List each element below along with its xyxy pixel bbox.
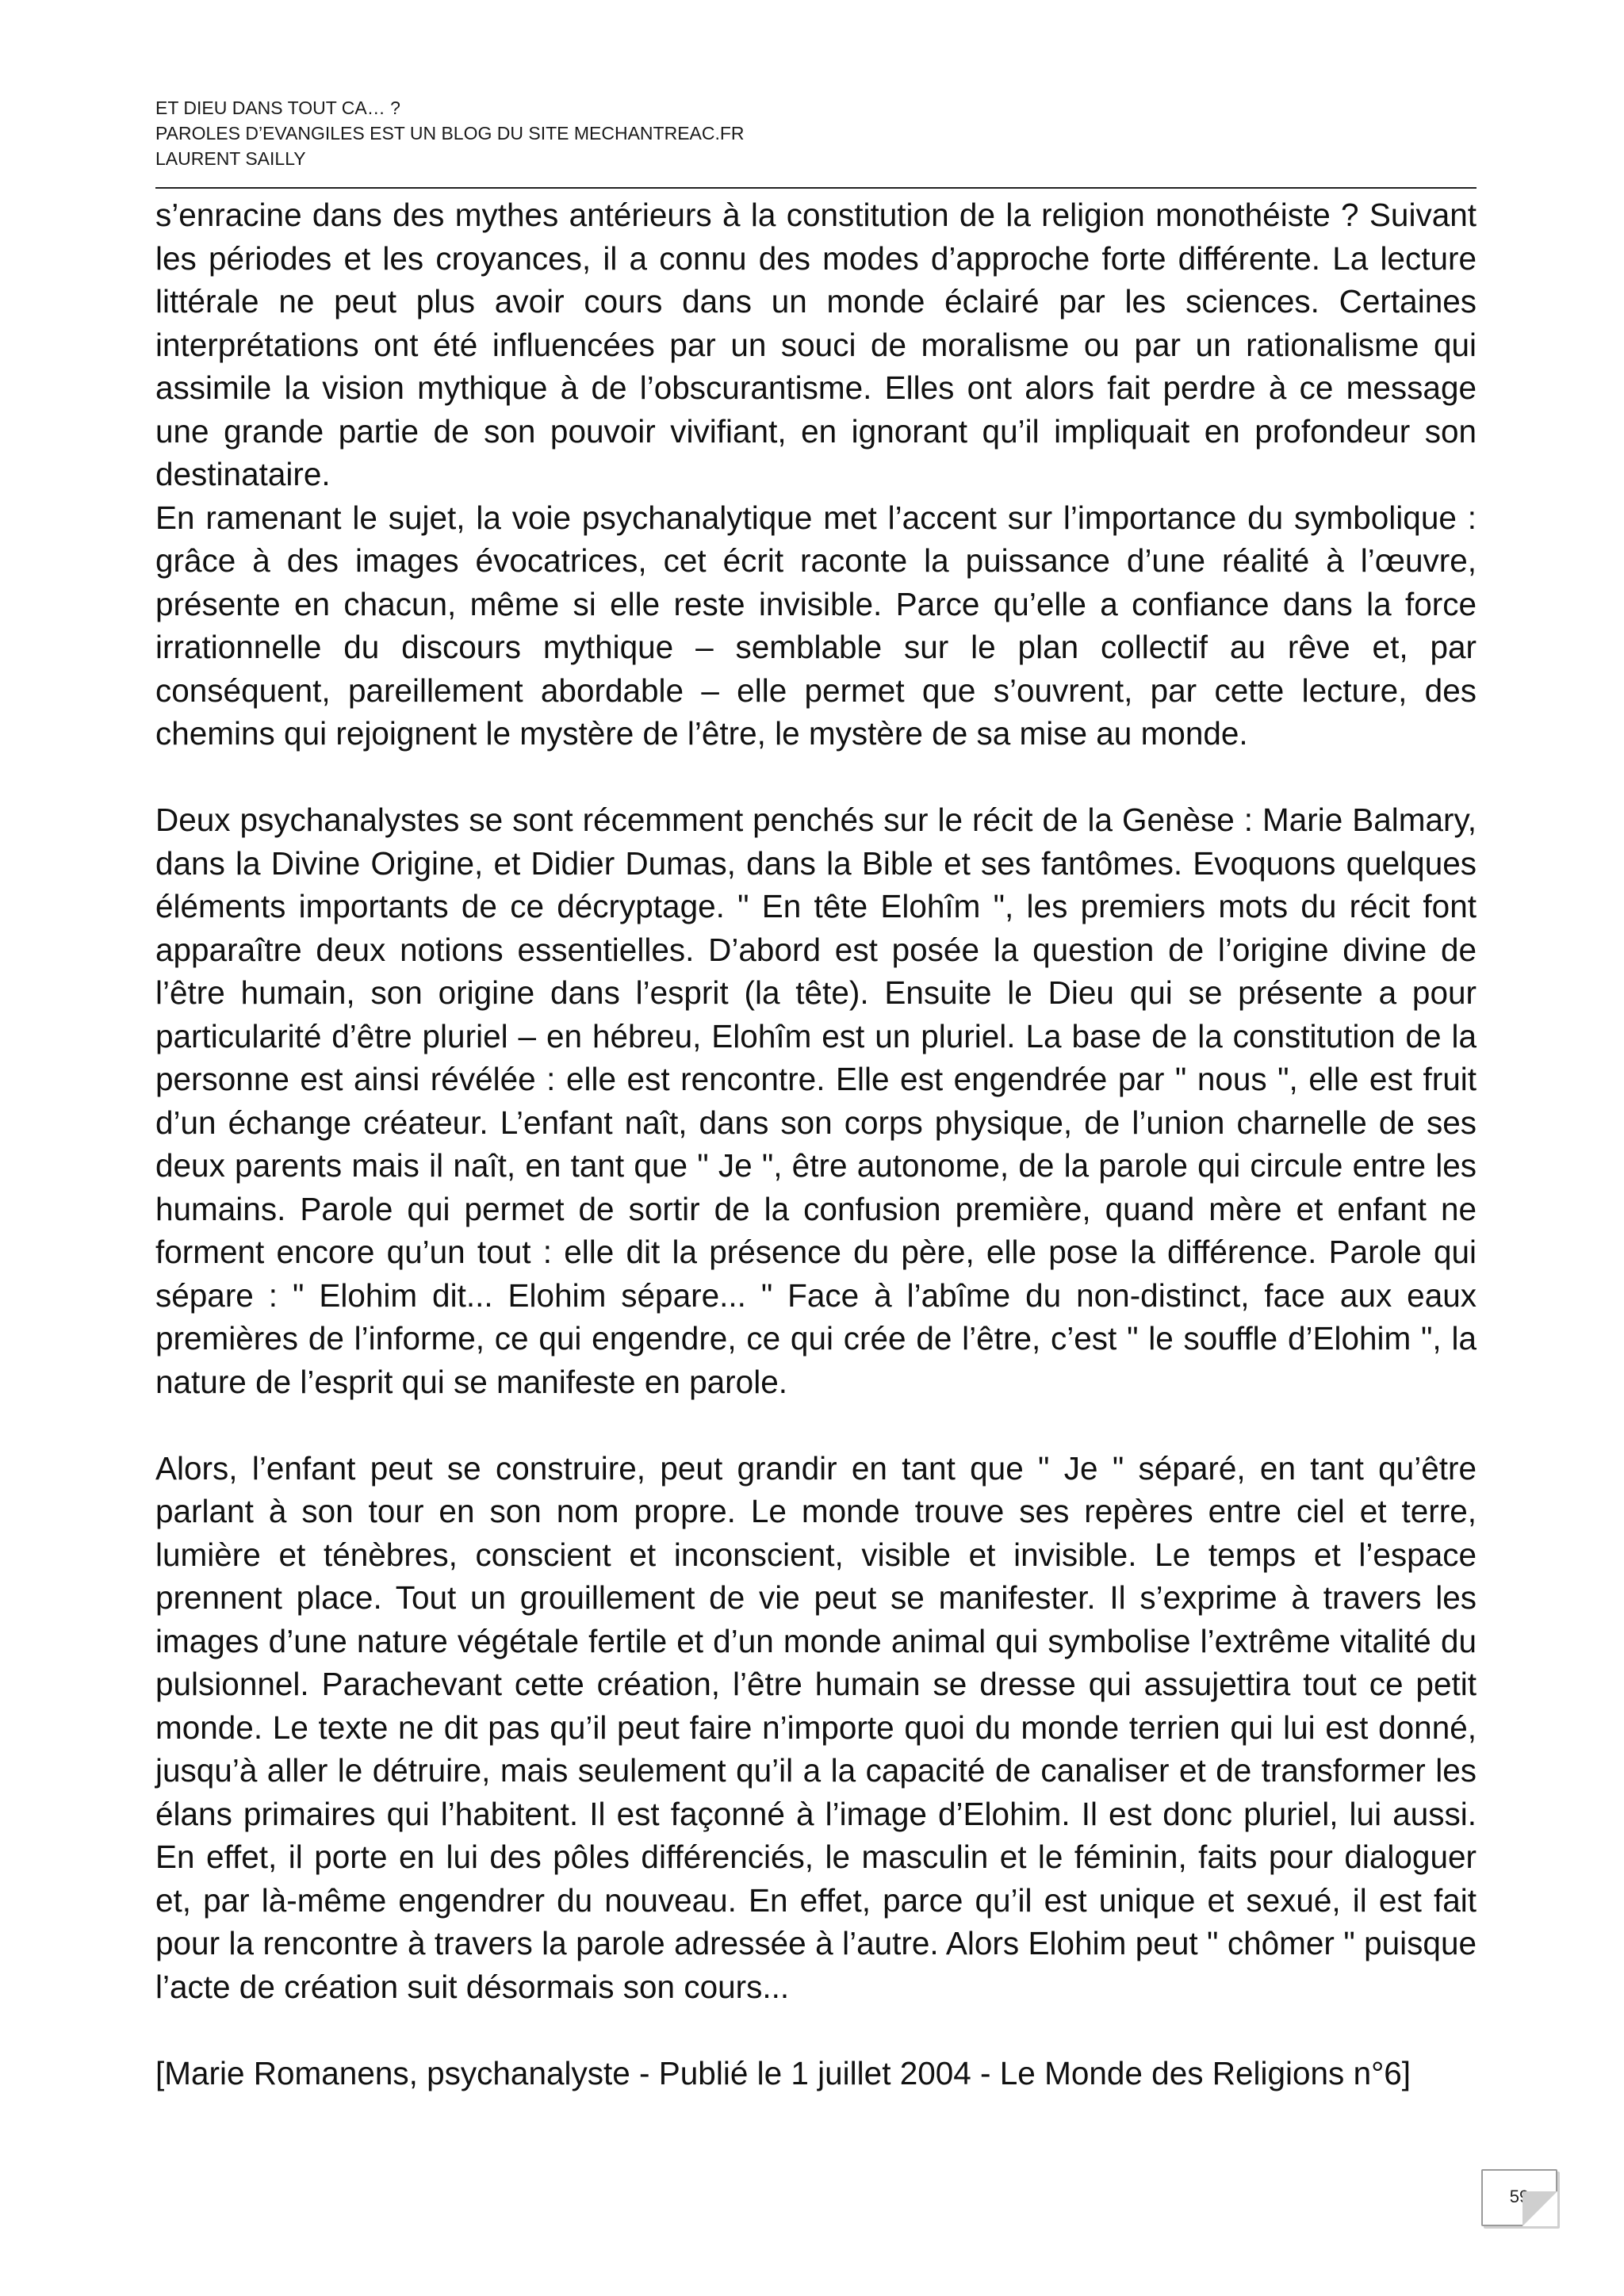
paragraph-spacer xyxy=(155,1403,1477,1447)
paragraph-4: Alors, l’enfant peut se construire, peut grandir en tant que " Je " séparé, en tant qu’être parlant à son tour en son nom propre. Le monde trouve ses repères entre ciel et terre, lumière et ténèbres, conscient et inconscient, visible et invisible. Le temps et l’espace prennent place. Tout un grouillement de vie peut se manifester. Il s’exprime à travers les images d’une nature végétale fertile et d’un monde animal qui symbolise l’extrême vitalité du pulsionnel. Parachevant cette création, l’être humain se dresse qui assujettira tout ce petit monde. Le texte ne dit pas qu’il peut faire n’importe quoi du monde terrien qui lui est donné, jusqu’à aller le détruire, mais seulement qu’il a la capacité de canaliser et de transformer les élans primaires qui l’habitent. Il est façonné à l’image d’Elohim. Il est donc pluriel, lui aussi. En effet, il porte en lui des pôles différenciés, le masculin et le féminin, faits pour dialoguer et, par là-même engendrer du nouveau. En effet, parce qu’il est unique et sexué, il est fait pour la rencontre à travers la parole adressée à l’autre. Alors Elohim peut " chômer " puisque l’acte de création suit désormais son cours... xyxy=(155,1449,1477,2005)
paragraph-spacer xyxy=(155,756,1477,799)
paragraph-3: Deux psychanalystes se sont récemment penchés sur le récit de la Genèse : Marie Balmary, dans la Divine Origine, et Didier Dumas, dans la Bible et ses fantômes. Evoquons quelques éléments importants de ce décryptage. " En tête Elohîm ", les premiers mots du récit font apparaître deux notions essentielles. D’abord est posée la question de l’origine divine de l’être humain, son origine dans l’esprit (la tête). Ensuite le Dieu qui se présente a pour particularité d’être pluriel – en hébreu, Elohîm est un pluriel. La base de la constitution de la personne est ainsi révélée : elle est rencontre. Elle est engendrée par " nous ", elle est fruit d’un échange créateur. L’enfant naît, dans son corps physique, de l’union charnelle de ses deux parents mais il naît, en tant que " Je ", être autonome, de la parole qui circule entre les humains. Parole qui permet de sortir de la confusion première, quand mère et enfant ne forment encore qu’un tout : elle dit la présence du père, elle pose la différence. Parole qui sépare : " Elohim dit... Elohim sépare... " Face à l’abîme du non-distinct, face aux eaux premières de l’informe, ce qui engendre, ce qui crée de l’être, c’est " le souffle d’Elohim ", la nature de l’esprit qui se manifeste en parole. xyxy=(155,802,1477,1400)
running-header xyxy=(155,95,1477,171)
page-number: 59 xyxy=(1509,2187,1530,2206)
paragraph-2: En ramenant le sujet, la voie psychanalytique met l’accent sur l’importance du symbolique : grâce à des images évocatrices, cet écrit raconte la puissance d’une réalité à l’œuvre, présente en chacun, même si elle reste invisible. Parce qu’elle a confiance dans la force irrationnelle du discours mythique – semblable sur le plan collectif au rêve et, par conséquent, pareillement abordable – elle permet que s’ouvrent, par cette lecture, des chemins qui rejoignent le mystère de l’être, le mystère de sa mise au monde. xyxy=(155,499,1477,752)
page-number-badge xyxy=(1481,2169,1557,2226)
body-text xyxy=(155,193,1477,2095)
header-line-blog: PAROLES D’EVANGILES EST UN BLOG DU SITE MECHANTREAC.FR xyxy=(155,123,745,144)
page-curl-icon xyxy=(1522,2191,1557,2226)
source-citation: [Marie Romanens, psychanalyste - Publié le 1 juillet 2004 - Le Monde des Religions n°6] xyxy=(155,2054,1411,2091)
header-line-author: LAURENT SAILLY xyxy=(155,148,306,169)
paragraph-1: s’enracine dans des mythes antérieurs à la constitution de la religion monothéiste ? Suivant les périodes et les croyances, il a connu des modes d’approche forte différente. La lecture littérale ne peut plus avoir cours dans un monde éclairé par les sciences. Certaines interprétations ont été influencées par un souci de moralisme ou par un rationalisme qui assimile la vision mythique à de l’obscurantisme. Elles ont alors fait perdre à ce message une grande partie de son pouvoir vivifiant, en ignorant qu’il impliquait en profondeur son destinataire. xyxy=(155,197,1477,492)
paragraph-spacer xyxy=(155,2008,1477,2052)
header-line-title: ET DIEU DANS TOUT CA… ? xyxy=(155,98,400,118)
header-divider xyxy=(155,187,1477,189)
